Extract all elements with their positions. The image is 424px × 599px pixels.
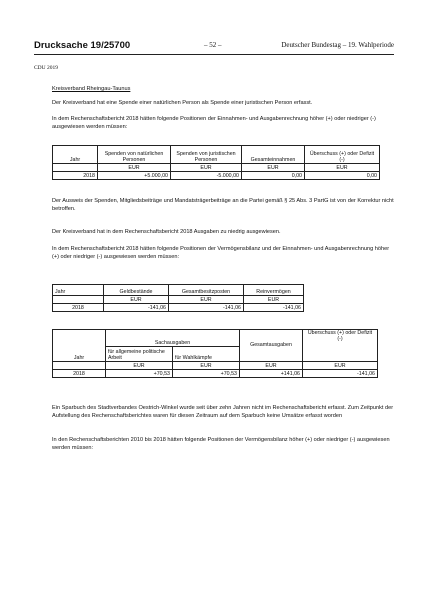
paragraph-5: In dem Rechenschaftsbericht 2018 hätten folgende Positionen der Vermögensbilanz und der Einnahmen- und Ausgabenrechnung höher (+) oder niedriger (-) ausgewiesen werden müssen: [52,246,390,260]
table-header-cell: Jahr [53,146,98,164]
table-unit-cell: EUR [303,361,378,369]
table-assets [52,284,304,312]
table-unit-cell: EUR [173,361,240,369]
table-unit-cell: EUR [104,296,169,304]
page-number: – 52 – [204,41,222,49]
paragraph-2: In dem Rechenschaftsbericht 2018 hätten folgende Positionen der Einnahmen- und Ausgabenrechnung höher (+) oder niedriger (-) ausgewiesen werden müssen: [52,116,376,130]
table-header-cell: Spenden von juristischen Personen [171,146,242,164]
table-cell: 2018 [53,172,98,180]
table-cell: -141,06 [104,304,169,312]
doc-number: 25700 [103,40,131,51]
table-cell: -141,06 [244,304,304,312]
section-title: Kreisverband Rheingau-Taunus [52,86,131,92]
paragraph-1: Der Kreisverband hat eine Spende einer natürlichen Person als Spende einer juristischen Person erfasst. [52,100,313,106]
table-cell: +141,06 [240,369,303,377]
table-header-cell: Jahr [53,285,104,296]
table-cell: 2018 [53,304,104,312]
parliament-label: Deutscher Bundestag – 19. Wahlperiode [281,41,394,49]
table-cell: +70,53 [173,369,240,377]
table-cell: -141,06 [169,304,244,312]
table-header-cell: Reinvermögen [244,285,304,296]
table-header-cell: Spenden von natürlichen Personen [98,146,171,164]
table-cell: +5.000,00 [98,172,171,180]
table-header-cell: Überschuss (+) oder Defizit (-) [303,330,378,362]
party-label: CDU 2019 [34,65,58,71]
table-cell: 0,00 [242,172,305,180]
table-unit-cell: EUR [240,361,303,369]
table-cell: +70,53 [106,369,173,377]
page-header [34,40,394,55]
table-unit-cell [53,361,106,369]
table-header-cell: Gesamteinnahmen [242,146,305,164]
table-header-cell: Geldbestände [104,285,169,296]
table-cell: -141,06 [303,369,378,377]
table-unit-cell: EUR [305,164,380,172]
document-number [34,40,130,51]
table-unit-cell: EUR [98,164,171,172]
doc-number-prefix: 19/ [90,40,104,51]
paragraph-6: Ein Sparbuch des Stadtverbandes Oestrich-Winkel wurde seit über zehn Jahren nicht im Rechenschaftsbericht erfasst. Zum Zeitpunkt der Aufstellung des Rechenschaftsberichtes waren für diesen Zeitraum auf dem Sparbuch keine Umsätze erfasst worden [52,405,394,419]
table-cell: 0,00 [305,172,380,180]
table-income [52,145,380,180]
table-expenses [52,329,378,378]
paragraph-7: In den Rechenschaftsberichten 2010 bis 2018 hätten folgende Positionen der Vermögensbilanz höher (+) oder niedriger (-) ausgewiesen werden müssen: [52,437,390,451]
table-header-cell: Gesamtausgaben [240,330,303,362]
table-header-cell: Überschuss (+) oder Defizit (-) [305,146,380,164]
table-cell [53,330,106,347]
table-unit-cell: EUR [242,164,305,172]
table-unit-cell: EUR [244,296,304,304]
table-cell: 2018 [53,369,106,377]
paragraph-4: Der Kreisverband hat in dem Rechenschaftsbericht 2018 Ausgaben zu niedrig ausgewiesen. [52,229,281,235]
table-group-header: Sachausgaben [106,330,240,347]
table-unit-cell: EUR [106,361,173,369]
table-cell: -5.000,00 [171,172,242,180]
table-header-cell: für Wahlkämpfe [173,347,240,362]
table-header-cell: Jahr [53,347,106,362]
table-unit-cell [53,296,104,304]
table-unit-cell: EUR [169,296,244,304]
table-unit-cell: EUR [171,164,242,172]
paragraph-3: Der Ausweis der Spenden, Mitgliedsbeiträge und Mandatsträgerbeiträge an die Partei gemäß § 25 Abs. 3 PartG ist von der Korrektur nicht betroffen. [52,198,394,212]
doc-label: Drucksache [34,40,88,51]
table-unit-cell [53,164,98,172]
table-header-cell: Gesamtbesitzposten [169,285,244,296]
table-header-cell: für allgemeine politische Arbeit [106,347,173,362]
